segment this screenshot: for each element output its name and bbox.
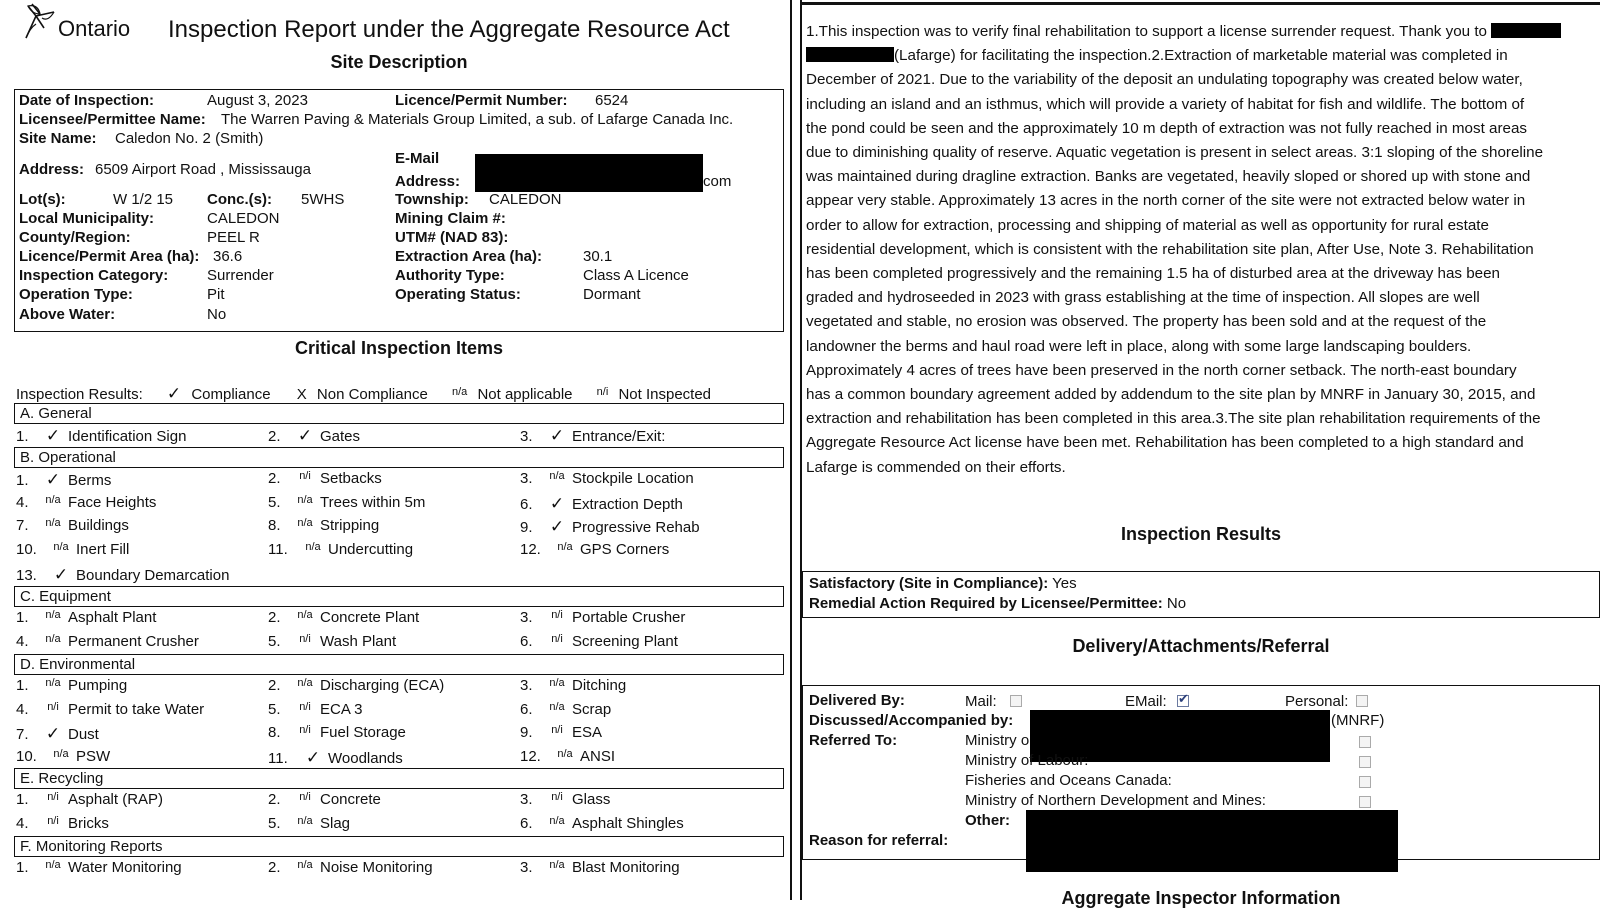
item-label: ESA xyxy=(572,724,603,742)
item-label: Gates xyxy=(320,428,361,445)
personal-label: Personal: xyxy=(1285,693,1349,710)
item-number: 1. xyxy=(16,428,29,445)
legend-not-inspected: Not Inspected xyxy=(618,386,712,403)
reason-for-referral-label: Reason for referral: xyxy=(809,832,949,849)
item-label: Inert Fill xyxy=(76,541,130,559)
status-mark: n/a xyxy=(549,859,565,871)
inspection-item xyxy=(520,541,669,558)
item-label: Trees within 5m xyxy=(320,493,426,511)
item-number: 3. xyxy=(520,791,533,808)
site-name-label: Site Name: xyxy=(19,130,97,147)
item-label: Buildings xyxy=(68,517,129,535)
ontario-trillium-logo xyxy=(22,2,56,42)
inspection-item xyxy=(520,791,610,808)
inspection-category-value: Surrender xyxy=(207,267,274,284)
status-mark: n/a xyxy=(305,541,321,554)
item-label: Discharging (ECA) xyxy=(320,677,445,694)
county-label: County/Region: xyxy=(19,229,131,246)
inspection-item xyxy=(520,748,615,765)
item-number: 12. xyxy=(520,541,541,559)
item-number: 5. xyxy=(268,493,281,511)
item-number: 6. xyxy=(520,814,533,832)
date-value: August 3, 2023 xyxy=(207,92,308,109)
item-label: Setbacks xyxy=(320,470,382,487)
inspection-item xyxy=(16,633,199,650)
status-mark: n/i xyxy=(47,814,59,827)
personal-checkbox[interactable] xyxy=(1356,695,1368,707)
referral-ministry-labour: Ministry of Labour: xyxy=(965,752,1089,769)
item-label: Noise Monitoring xyxy=(320,859,433,876)
item-number: 2. xyxy=(268,609,281,626)
item-label: Ditching xyxy=(572,677,627,694)
item-label: Woodlands xyxy=(328,750,403,768)
municipality-value: CALEDON xyxy=(207,210,280,227)
status-mark: n/i xyxy=(299,470,311,482)
status-mark: n/i xyxy=(47,700,59,713)
item-number: 4. xyxy=(16,814,29,832)
item-label: Blast Monitoring xyxy=(572,859,680,876)
inspection-item xyxy=(520,517,700,537)
item-label: Water Monitoring xyxy=(68,859,182,876)
item-label: Wash Plant xyxy=(320,632,397,650)
item-number: 9. xyxy=(520,519,533,537)
inspection-item xyxy=(16,517,129,534)
item-label: Screening Plant xyxy=(572,632,678,650)
item-number: 4. xyxy=(16,632,29,650)
notes-line: the pond could be seen and the approximately 10 m depth of extraction was not fully reached in most areas xyxy=(806,119,1527,137)
left-page xyxy=(0,0,792,900)
notes-line: residential development, which is consistent with the rehabilitation site plan, After Use, Note 3. Rehabilitation xyxy=(806,240,1534,258)
email-suffix: com xyxy=(703,173,732,190)
top-rule xyxy=(802,2,1600,5)
referral-checkbox-1[interactable] xyxy=(1359,736,1371,748)
legend-compliance: Compliance xyxy=(191,386,271,403)
address-value: 6509 Airport Road , Mississauga xyxy=(95,161,311,178)
satisfactory-row: Satisfactory (Site in Compliance): Yes xyxy=(809,575,1077,592)
item-number: 3. xyxy=(520,677,533,694)
notes-line: Aggregate Resource Act license have been met. Rehabilitation has been completed to a high standard and xyxy=(806,434,1524,452)
inspection-item xyxy=(268,724,406,741)
status-mark: n/a xyxy=(45,677,61,689)
inspection-item xyxy=(16,541,129,558)
status-mark: n/i xyxy=(551,609,563,621)
inspection-item xyxy=(16,815,109,832)
item-label: Stripping xyxy=(320,517,380,535)
item-number: 1. xyxy=(16,472,29,489)
compliance-check-icon: ✓ xyxy=(53,564,69,584)
site-description-box xyxy=(14,89,784,332)
inspection-item xyxy=(16,724,99,744)
item-number: 4. xyxy=(16,493,29,511)
item-number: 6. xyxy=(520,700,533,718)
inspection-item xyxy=(520,859,680,876)
referral-checkbox-4[interactable] xyxy=(1359,796,1371,808)
inspection-item xyxy=(16,470,111,490)
notes-line: extraction and rehabilitation has been completed in this area.3.The site plan rehabilitation requirements of the xyxy=(806,410,1541,428)
notes-line: vegetated and stable, no erosion was observed. The property has been sold and at the request of the xyxy=(806,313,1487,331)
inspection-item xyxy=(268,517,379,534)
inspection-item xyxy=(268,677,444,694)
item-label: Progressive Rehab xyxy=(572,519,700,537)
status-mark: n/a xyxy=(45,859,61,871)
notes-line-2: (Lafarge) for facilitating the inspection.2.Extraction of marketable material was completed in xyxy=(806,44,1596,68)
item-number: 7. xyxy=(16,517,29,535)
item-number: 11. xyxy=(268,750,288,768)
status-mark: n/i xyxy=(299,700,311,713)
email-label-line1: E-Mail xyxy=(395,150,440,167)
report-header xyxy=(20,2,780,46)
licence-number-label: Licence/Permit Number: xyxy=(395,92,568,109)
site-name-value: Caledon No. 2 (Smith) xyxy=(115,130,264,147)
item-number: 11. xyxy=(268,541,288,559)
inspection-item xyxy=(520,677,626,694)
compliance-check-icon: ✓ xyxy=(305,748,321,768)
item-number: 2. xyxy=(268,677,281,694)
discussed-suffix: (MNRF) xyxy=(1331,712,1385,729)
delivery-box xyxy=(802,685,1600,860)
item-label: Asphalt Plant xyxy=(68,609,157,626)
inspection-item xyxy=(268,791,381,808)
inspection-item xyxy=(16,565,229,585)
notes-line-1: 1.This inspection was to verify final rehabilitation to support a license surrender request. Thank you to xyxy=(806,20,1596,44)
notes-line: landowner the berms and haul road were left in place, along with some large landscaping boulders. xyxy=(806,337,1472,355)
item-number: 13. xyxy=(16,566,37,584)
item-label: Asphalt Shingles xyxy=(572,814,684,832)
status-mark: n/i xyxy=(299,724,311,737)
inspection-item xyxy=(268,541,413,558)
item-label: Scrap xyxy=(572,700,612,718)
status-mark: n/a xyxy=(297,517,313,530)
legend-check-icon: ✓ xyxy=(166,384,182,403)
inspection-item xyxy=(268,470,382,487)
discussed-label: Discussed/Accompanied by: xyxy=(809,712,1014,729)
status-mark: n/a xyxy=(45,632,61,645)
notes-line: has a common boundary agreement added by addendum to the site plan by MNRF in January 30, 2015, and xyxy=(806,386,1536,404)
referral-fisheries: Fisheries and Oceans Canada: xyxy=(965,772,1172,789)
compliance-check-icon: ✓ xyxy=(549,493,565,513)
referral-checkbox-3[interactable] xyxy=(1359,776,1371,788)
lots-label: Lot(s): xyxy=(19,191,66,208)
notes-line: including an island and an isthmus, which will provide a variety of habitat for fish and wildlife. The bottom of xyxy=(806,95,1525,113)
inspection-results-box xyxy=(802,571,1600,618)
item-number: 7. xyxy=(16,726,29,744)
status-mark: n/a xyxy=(297,493,313,506)
mail-label: Mail: xyxy=(965,693,997,710)
notes-line: graded and hydroseeded in 2023 with grass establishing at the time of inspection. All slopes are well xyxy=(806,289,1480,307)
status-mark: n/i xyxy=(299,632,311,645)
compliance-check-icon: ✓ xyxy=(45,470,61,489)
item-number: 1. xyxy=(16,791,29,808)
notes-line: order to allow for extraction, processing and shipping of material as well as opportunity for rural estate xyxy=(806,216,1489,234)
status-mark: n/a xyxy=(557,541,573,554)
operation-type-value: Pit xyxy=(207,286,225,303)
item-label: Pumping xyxy=(68,677,128,694)
category-header: A. General xyxy=(14,403,784,424)
county-value: PEEL R xyxy=(207,229,260,246)
report-title: Inspection Report under the Aggregate Resource Act xyxy=(168,16,730,43)
item-number: 6. xyxy=(520,632,533,650)
item-label: Fuel Storage xyxy=(320,724,406,742)
item-label: Boundary Demarcation xyxy=(76,566,230,584)
inspection-item xyxy=(268,815,350,832)
authority-type-value: Class A Licence xyxy=(583,267,689,284)
inspection-item xyxy=(520,815,684,832)
item-label: GPS Corners xyxy=(580,541,670,559)
status-mark: n/a xyxy=(297,677,313,689)
item-number: 3. xyxy=(520,428,533,445)
item-number: 1. xyxy=(16,859,29,876)
item-number: 1. xyxy=(16,609,29,626)
item-number: 6. xyxy=(520,495,533,513)
status-mark: n/a xyxy=(297,859,313,871)
item-label: Undercutting xyxy=(328,541,414,559)
notes-line: Approximately 4 acres of trees have been preserved in the north corner setback. The north-east boundary xyxy=(806,361,1517,379)
compliance-check-icon: ✓ xyxy=(297,426,313,445)
compliance-check-icon: ✓ xyxy=(549,517,565,537)
inspection-item xyxy=(520,701,611,718)
referred-to-label: Referred To: xyxy=(809,732,898,749)
lots-value: W 1/2 15 xyxy=(113,191,174,208)
item-number: 5. xyxy=(268,700,281,718)
redacted-other xyxy=(1026,810,1398,872)
compliance-check-icon: ✓ xyxy=(45,724,61,744)
notes-line: has been completed progressively and the remaining 1.5 ha of disturbed area at the driveway has been xyxy=(806,265,1500,283)
item-label: Stockpile Location xyxy=(572,470,694,487)
status-mark: n/a xyxy=(45,517,61,530)
redacted-email xyxy=(475,154,703,192)
inspection-item xyxy=(16,791,163,808)
status-mark: n/a xyxy=(297,814,313,827)
other-label: Other: xyxy=(965,812,1010,829)
conc-label: Conc.(s): xyxy=(207,191,272,208)
item-number: 1. xyxy=(16,677,29,694)
above-water-value: No xyxy=(207,306,227,323)
permit-area-value: 36.6 xyxy=(213,248,243,265)
authority-type-label: Authority Type: xyxy=(395,267,505,284)
referral-ministry-1: Ministry o xyxy=(965,732,1030,749)
referral-checkbox-2[interactable] xyxy=(1359,756,1371,768)
above-water-label: Above Water: xyxy=(19,306,116,323)
item-label: Slag xyxy=(320,814,351,832)
email-delivery-label: EMail: xyxy=(1125,693,1167,710)
status-mark: n/a xyxy=(549,700,565,713)
remedial-row: Remedial Action Required by Licensee/Permittee: No xyxy=(809,595,1187,612)
legend-label: Inspection Results: xyxy=(16,386,143,403)
item-number: 3. xyxy=(520,470,533,487)
township-label: Township: xyxy=(395,191,469,208)
licence-number-value: 6524 xyxy=(595,92,629,109)
inspection-item xyxy=(16,677,127,694)
operation-type-label: Operation Type: xyxy=(19,286,133,303)
item-number: 9. xyxy=(520,724,533,742)
mail-checkbox[interactable] xyxy=(1010,695,1022,707)
compliance-check-icon: ✓ xyxy=(549,426,565,445)
status-mark: n/i xyxy=(551,632,563,645)
category-header: B. Operational xyxy=(14,447,784,468)
inspection-notes xyxy=(806,20,1596,480)
item-number: 2. xyxy=(268,859,281,876)
inspection-item xyxy=(268,701,363,718)
licensee-value: The Warren Paving & Materials Group Limited, a sub. of Lafarge Canada Inc. xyxy=(221,111,734,128)
permit-area-label: Licence/Permit Area (ha): xyxy=(19,248,200,265)
item-number: 10. xyxy=(16,541,37,559)
item-label: Identification Sign xyxy=(68,428,187,445)
inspection-item xyxy=(16,748,110,765)
item-number: 8. xyxy=(268,724,281,742)
municipality-label: Local Municipality: xyxy=(19,210,155,227)
item-label: ANSI xyxy=(580,748,616,766)
item-number: 5. xyxy=(268,814,281,832)
status-mark: n/a xyxy=(53,541,69,554)
item-number: 2. xyxy=(268,470,281,487)
inspection-item xyxy=(16,494,156,511)
inspection-item xyxy=(16,609,156,626)
status-mark: n/a xyxy=(53,748,69,761)
item-label: Asphalt (RAP) xyxy=(68,791,164,808)
critical-items-title: Critical Inspection Items xyxy=(294,338,504,358)
item-number: 10. xyxy=(16,748,37,766)
item-label: Glass xyxy=(572,791,611,808)
inspection-item xyxy=(268,633,396,650)
item-number: 12. xyxy=(520,748,541,766)
status-mark: n/i xyxy=(47,791,59,803)
ontario-wordmark: Ontario xyxy=(58,16,131,41)
item-label: Face Heights xyxy=(68,493,157,511)
status-mark: n/a xyxy=(557,748,573,761)
status-mark: n/a xyxy=(549,677,565,689)
item-number: 2. xyxy=(268,791,281,808)
category-header: E. Recycling xyxy=(14,768,784,789)
operating-status-label: Operating Status: xyxy=(395,286,521,303)
item-label: Dust xyxy=(68,726,99,744)
item-number: 2. xyxy=(268,428,281,445)
extraction-area-value: 30.1 xyxy=(583,248,613,265)
category-header: D. Environmental xyxy=(14,654,784,675)
item-number: 4. xyxy=(16,700,29,718)
compliance-check-icon: ✓ xyxy=(45,426,61,445)
status-mark: n/i xyxy=(299,791,311,803)
delivery-title: Delivery/Attachments/Referral xyxy=(1072,636,1330,656)
inspection-item xyxy=(268,609,419,626)
inspection-item xyxy=(268,426,360,446)
email-checkbox[interactable] xyxy=(1177,695,1189,707)
status-mark: n/a xyxy=(45,609,61,621)
item-label: Entrance/Exit: xyxy=(572,428,666,445)
utm-label: UTM# (NAD 83): xyxy=(395,229,509,246)
notes-line: December of 2021. Due to the variability of the deposit an undulating topography was created below water, xyxy=(806,71,1523,89)
operating-status-value: Dormant xyxy=(583,286,641,303)
status-mark: n/a xyxy=(549,814,565,827)
inspection-item xyxy=(520,470,694,487)
inspection-item xyxy=(268,748,403,768)
inspection-item xyxy=(520,724,602,741)
item-number: 3. xyxy=(520,609,533,626)
inspection-item xyxy=(268,494,425,511)
item-label: Berms xyxy=(68,472,112,489)
redacted-name-2 xyxy=(806,47,894,62)
site-description-title: Site Description xyxy=(330,52,468,72)
inspection-item xyxy=(520,494,683,514)
item-label: ECA 3 xyxy=(320,700,363,718)
item-label: Portable Crusher xyxy=(572,609,686,626)
licensee-label: Licensee/Permittee Name: xyxy=(19,111,206,128)
legend-x-icon: X xyxy=(296,386,307,403)
mining-claim-label: Mining Claim #: xyxy=(395,210,506,227)
status-mark: n/i xyxy=(551,791,563,803)
address-label: Address: xyxy=(19,161,85,178)
inspection-item xyxy=(16,859,182,876)
inspection-item xyxy=(520,633,678,650)
redacted-name xyxy=(1491,23,1561,38)
item-label: Bricks xyxy=(68,814,109,832)
referral-northern-development: Ministry of Northern Development and Mines: xyxy=(965,792,1266,809)
conc-value: 5WHS xyxy=(301,191,345,208)
inspection-results-legend xyxy=(16,384,717,404)
inspector-info-title: Aggregate Inspector Information xyxy=(1061,888,1341,908)
notes-line: was maintained during dragline extraction. Banks are vegetated, heavily sloped or shored up with stone and xyxy=(806,168,1531,186)
inspection-item xyxy=(268,859,433,876)
item-number: 8. xyxy=(268,517,281,535)
status-mark: n/a xyxy=(45,493,61,506)
inspection-item xyxy=(16,426,186,446)
notes-line: due to diminishing quality of reserve. Aquatic vegetation is present in select areas. 3:1 sloping of the shoreline xyxy=(806,144,1544,162)
item-label: Permit to take Water xyxy=(68,700,205,718)
email-label-line2: Address: xyxy=(395,173,461,190)
item-number: 3. xyxy=(520,859,533,876)
category-header: C. Equipment xyxy=(14,586,784,607)
notes-line: appear very stable. Approximately 13 acres in the north corner of the site were not extracted below water in xyxy=(806,192,1526,210)
item-label: Extraction Depth xyxy=(572,495,683,513)
legend-na-mark: n/a xyxy=(451,386,468,398)
status-mark: n/i xyxy=(551,724,563,737)
item-label: Concrete xyxy=(320,791,381,808)
item-label: PSW xyxy=(76,748,111,766)
legend-not-applicable: Not applicable xyxy=(477,386,573,403)
inspection-category-label: Inspection Category: xyxy=(19,267,169,284)
category-header: F. Monitoring Reports xyxy=(14,836,784,857)
item-label: Permanent Crusher xyxy=(68,632,199,650)
legend-non-compliance: Non Compliance xyxy=(316,386,428,403)
status-mark: n/a xyxy=(549,470,565,482)
inspection-item xyxy=(16,701,204,718)
status-mark: n/a xyxy=(297,609,313,621)
date-label: Date of Inspection: xyxy=(19,92,155,109)
notes-line: Lafarge is commended on their efforts. xyxy=(806,458,1066,476)
item-label: Concrete Plant xyxy=(320,609,420,626)
inspection-results-title: Inspection Results xyxy=(1120,524,1282,544)
township-value: CALEDON xyxy=(489,191,562,208)
delivered-by-label: Delivered By: xyxy=(809,692,905,709)
extraction-area-label: Extraction Area (ha): xyxy=(395,248,542,265)
item-number: 5. xyxy=(268,632,281,650)
legend-ni-mark: n/i xyxy=(596,386,609,398)
inspection-item xyxy=(520,426,665,446)
inspection-item xyxy=(520,609,685,626)
